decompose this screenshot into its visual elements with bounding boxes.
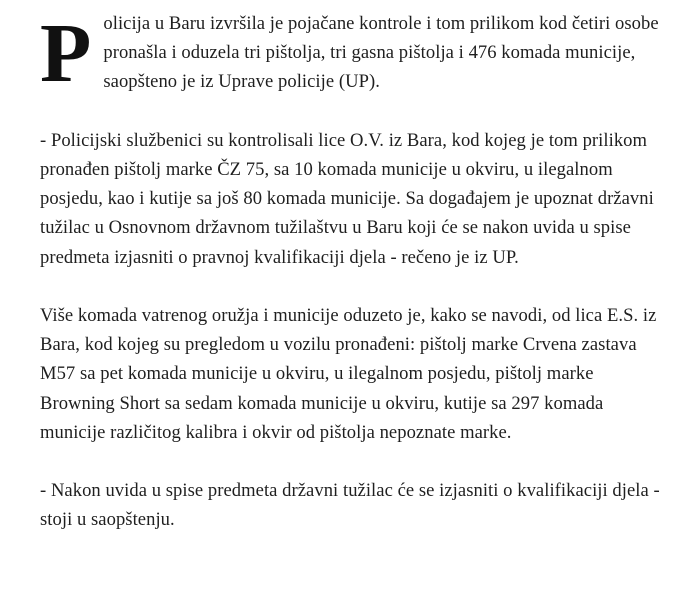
paragraph-4: - Nakon uvida u spise predmeta državni tužilac će se izjasniti o kvalifikaciji djela - stoji u saopštenju. — [40, 480, 660, 531]
paragraph-2: - Policijski službenici su kontrolisali lice O.V. iz Bara, kod kojeg je tom prilikom pronađen pištolj marke ČZ 75, sa 10 komada municije u okviru, u ilegalnom posjedu, kao i kutije sa još 80 komada municije. Sa događajem je upoznat državni tužilac u Osnovnom državnom tužilaštvu u Baru koji će se nakon uvida u spise predmeta izjasniti o pravnoj kvalifikaciji djela - rečeno je iz UP. — [40, 129, 654, 268]
paragraph-lead — [40, 7, 660, 100]
article-body — [40, 9, 660, 564]
paragraph-lead-text: olicija u Baru izvršila je pojačane kontrole i tom prilikom kod četiri osobe pronašla i oduzela tri pištolja, tri gasna pištolja i 476 komada municije, saopšteno je iz Uprave policije (UP). — [103, 13, 659, 93]
drop-cap: P — [40, 7, 92, 100]
paragraph-3: Više komada vatrenog oružja i municije oduzeto je, kako se navodi, od lica E.S. iz Bara, kod kojeg su pregledom u vozilu pronađeni: pištolj marke Crvena zastava M57 sa pet komada municije u okviru, u ilegalnom posjedu, pištolj marke Browning Short sa sedam komada municije u okviru, kutije sa 297 komada municije različitog kalibra i okvir od pištolja nepoznate marke. — [40, 305, 657, 443]
